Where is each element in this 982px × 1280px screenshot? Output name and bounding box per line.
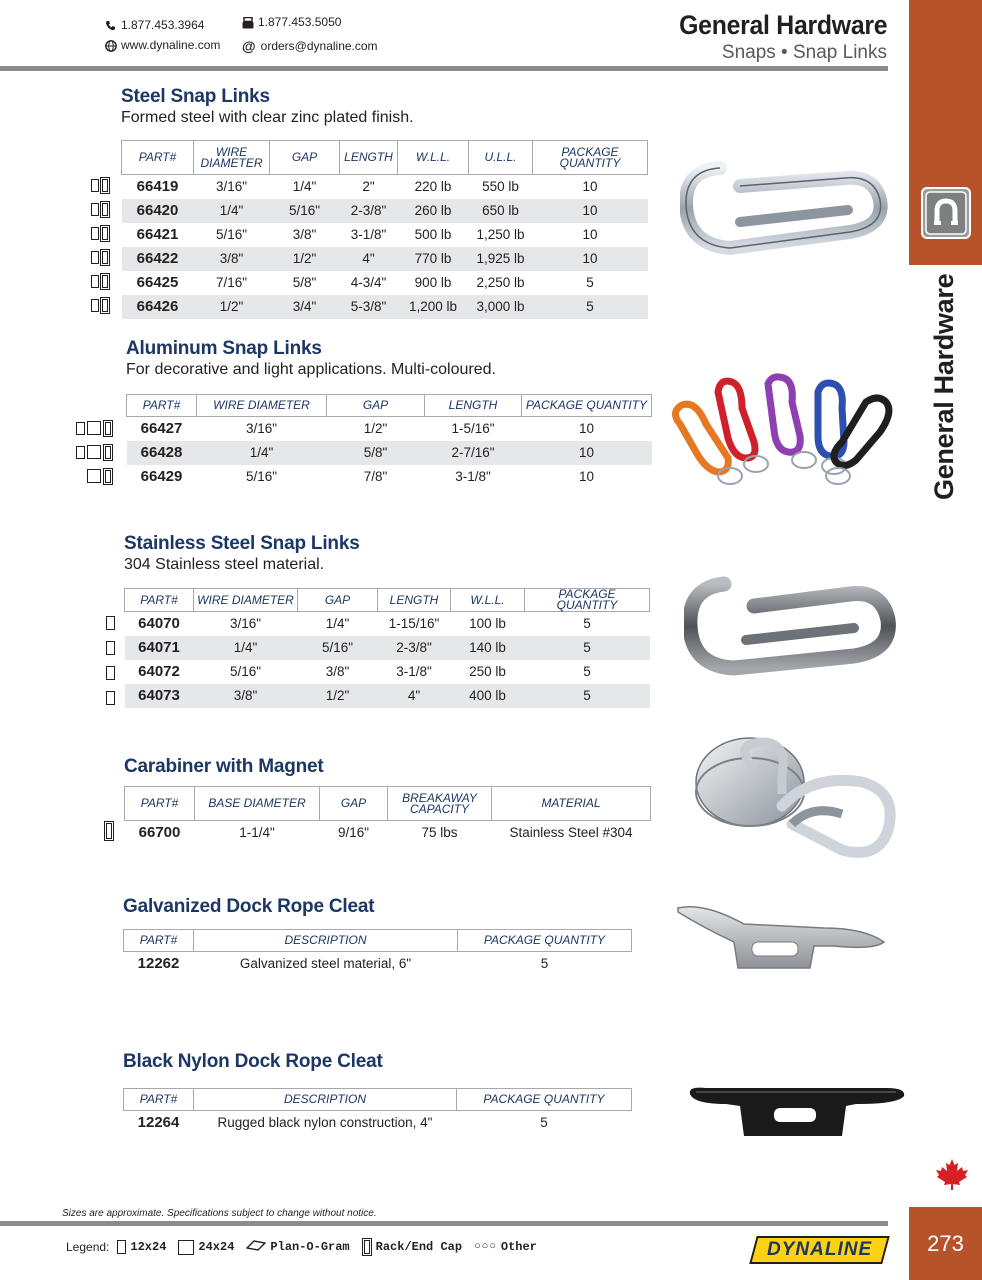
box-12x24-icon	[91, 227, 99, 240]
col-header: PART#	[124, 1089, 194, 1111]
table-cell: 5/16"	[215, 227, 248, 242]
table-cell: 100 lb	[469, 616, 506, 632]
rack-icon	[104, 821, 114, 841]
rack-icon	[103, 468, 113, 485]
col-header: PART#	[127, 395, 197, 417]
col-header: PACKAGE QUANTITY	[522, 395, 652, 417]
table-cell: 1,250 lb	[476, 227, 525, 242]
table-cell: 1-1/4"	[239, 825, 275, 841]
page-subtitle: Snaps • Snap Links	[721, 42, 887, 63]
table-cell: 75 lbs	[421, 825, 458, 841]
table-cell: 2"	[362, 179, 375, 195]
table-cell: 1/2"	[194, 295, 270, 319]
col-header: WIRE DIAMETER	[197, 395, 327, 417]
table-row	[122, 271, 648, 295]
table-cell: 1/2"	[363, 421, 388, 437]
col-header: PART#	[124, 930, 194, 952]
part-number-cell: 66420	[122, 199, 194, 223]
web-contact	[105, 38, 220, 52]
table-cell: 250 lb	[469, 664, 506, 679]
table-cell: 5/16"	[270, 199, 340, 223]
steel-section-desc: Formed steel with clear zinc plated finish.	[121, 109, 414, 126]
box-12x24-icon	[76, 422, 85, 435]
table-row	[122, 199, 648, 223]
steel-table	[121, 140, 648, 319]
col-header: W.L.L.	[451, 589, 525, 612]
planogram-icon	[246, 1239, 266, 1256]
aluminum-table	[126, 394, 652, 489]
table-cell: 10	[582, 227, 598, 242]
col-header: MATERIAL	[492, 787, 651, 821]
legend-item: 12x24	[130, 1240, 167, 1254]
phone-number[interactable]: 1.877.453.3964	[121, 18, 205, 32]
col-header: PACKAGE QUANTITY	[533, 141, 648, 175]
fine-print: Sizes are approximate. Specifications subject to change without notice.	[62, 1208, 377, 1219]
nylon-cleat-tbody	[124, 1111, 632, 1135]
table-cell: 3/4"	[270, 295, 340, 319]
aluminum-section-title: Aluminum Snap Links	[126, 338, 322, 359]
table-cell: 1-15/16"	[388, 616, 440, 632]
box-12x24-icon	[106, 666, 115, 680]
steel-section-title: Steel Snap Links	[121, 86, 270, 107]
globe-icon	[105, 40, 116, 51]
legend-mark-row	[91, 176, 110, 194]
table-cell: 400 lb	[451, 684, 525, 708]
col-header: BASE DIAMETER	[195, 787, 320, 821]
nylon-cleat-image	[686, 1080, 908, 1147]
phone-icon	[105, 20, 116, 31]
table-cell: 2,250 lb	[476, 275, 525, 290]
table-row	[127, 417, 652, 441]
phone-contact	[105, 18, 204, 32]
table-cell: 10	[533, 247, 648, 271]
box-24x24-icon	[87, 445, 101, 459]
other-dots-icon: ○○○	[474, 1241, 497, 1253]
fax-contact	[242, 15, 341, 29]
col-header: PACKAGE QUANTITY	[525, 589, 650, 612]
table-cell: 5	[533, 295, 648, 319]
table-cell: Rugged black nylon construction, 4"	[217, 1115, 433, 1131]
part-number-cell: 66421	[136, 226, 179, 243]
table-cell: 770 lb	[398, 247, 469, 271]
stainless-section-desc: 304 Stainless steel material.	[124, 556, 325, 573]
table-cell: 10	[578, 421, 595, 437]
table-cell: 3-1/8"	[396, 664, 432, 679]
table-cell: 900 lb	[414, 275, 452, 290]
col-header: GAP	[298, 589, 378, 612]
top-divider	[0, 66, 888, 71]
table-cell: 650 lb	[469, 199, 533, 223]
table-cell: 3/16"	[215, 179, 248, 195]
aluminum-snap-links-image	[668, 372, 900, 497]
box-12x24-icon	[106, 691, 115, 705]
box-12x24-icon	[91, 299, 99, 312]
table-cell: 2-3/8"	[340, 199, 398, 223]
table-cell: 3-1/8"	[455, 469, 491, 484]
table-cell: 10	[533, 199, 648, 223]
table-cell: 5-3/8"	[340, 295, 398, 319]
maple-leaf-icon	[935, 1157, 969, 1196]
fax-icon	[242, 17, 253, 28]
table-cell: 2-3/8"	[378, 636, 451, 660]
table-cell: 10	[582, 179, 598, 195]
table-row	[124, 952, 632, 976]
table-cell: 5	[525, 636, 650, 660]
carabiner-tbody	[125, 821, 651, 845]
aluminum-legend-marks	[76, 419, 113, 485]
table-cell: 1/2"	[270, 247, 340, 271]
table-cell: 5/16"	[298, 636, 378, 660]
legend-item: Rack/End Cap	[375, 1240, 463, 1254]
table-row	[125, 821, 651, 845]
legend-mark-row	[76, 443, 113, 461]
table-cell: 3/8"	[194, 684, 298, 708]
table-cell: 140 lb	[451, 636, 525, 660]
table-cell: 1/4"	[292, 179, 317, 195]
email-contact	[242, 38, 378, 54]
table-cell: 7/8"	[363, 469, 388, 484]
table-cell: 5	[525, 684, 650, 708]
galvanized-cleat-image	[674, 898, 888, 983]
part-number-cell: 64073	[125, 684, 194, 708]
table-cell: 5/8"	[292, 275, 317, 290]
magnet-category-icon	[921, 187, 971, 239]
galv-cleat-tbody	[124, 952, 632, 976]
box-24x24-icon	[87, 421, 101, 435]
table-cell: 5/16"	[245, 469, 278, 484]
table-row	[125, 684, 650, 708]
legend-title: Legend:	[66, 1240, 110, 1254]
col-header: PART#	[125, 787, 195, 821]
table-cell: 3/8"	[325, 664, 350, 679]
table-cell: 4"	[340, 247, 398, 271]
rack-icon	[100, 177, 110, 194]
table-cell: 5	[540, 956, 549, 972]
carabiner-magnet-image	[692, 734, 898, 869]
col-header: LENGTH	[340, 141, 398, 175]
table-cell: 3/16"	[245, 421, 278, 437]
at-icon: @	[242, 38, 256, 54]
col-header: GAP	[320, 787, 388, 821]
col-header: W.L.L.	[398, 141, 469, 175]
legend	[66, 1238, 537, 1256]
rack-icon	[100, 297, 110, 314]
stainless-snap-link-image	[684, 570, 898, 687]
legend-item: Plan-O-Gram	[270, 1240, 350, 1254]
table-cell: 2-7/16"	[425, 441, 522, 465]
table-cell: 1/4"	[194, 636, 298, 660]
table-cell: 1-5/16"	[451, 421, 495, 437]
box-12x24-icon	[106, 616, 115, 630]
page-title: General Hardware	[678, 10, 887, 40]
col-header: DESCRIPTION	[194, 1089, 457, 1111]
legend-item: 24x24	[198, 1240, 235, 1254]
table-cell: 9/16"	[337, 825, 370, 841]
table-cell: 3-1/8"	[350, 227, 387, 242]
page-number: 273	[909, 1207, 982, 1280]
table-row	[122, 175, 648, 199]
table-row	[124, 1111, 632, 1135]
col-header: U.L.L.	[469, 141, 533, 175]
box-12x24-icon	[91, 179, 99, 192]
part-number-cell: 64070	[138, 615, 180, 633]
col-header: PACKAGE QUANTITY	[457, 1089, 632, 1111]
aluminum-tbody	[127, 417, 652, 489]
legend-mark-row	[76, 419, 113, 437]
legend-item: Other	[500, 1240, 537, 1254]
legend-mark-row	[76, 467, 113, 485]
part-number-cell: 66422	[122, 247, 194, 271]
steel-tbody	[122, 175, 648, 319]
stainless-section-title: Stainless Steel Snap Links	[124, 533, 360, 554]
table-cell: 1,925 lb	[469, 247, 533, 271]
table-cell: 7/16"	[215, 275, 248, 290]
table-cell: 1/4"	[325, 616, 350, 632]
aluminum-section-desc: For decorative and light applications. Multi-coloured.	[126, 361, 496, 378]
col-header: PACKAGE QUANTITY	[458, 930, 632, 952]
legend-mark-row	[91, 248, 110, 266]
part-number-cell: 12264	[137, 1114, 180, 1132]
col-header: PART#	[125, 589, 194, 612]
table-row	[127, 465, 652, 489]
rack-icon	[362, 1238, 372, 1256]
carabiner-table	[124, 786, 651, 845]
legend-mark-row	[91, 296, 110, 314]
carabiner-legend-marks	[104, 821, 114, 846]
steel-legend-marks	[91, 176, 110, 314]
website-link[interactable]: www.dynaline.com	[121, 38, 221, 52]
part-number-cell: 66429	[140, 468, 183, 485]
rack-icon	[103, 420, 113, 437]
rack-icon	[100, 249, 110, 266]
box-24x24-icon	[178, 1240, 194, 1255]
legend-mark-row	[91, 224, 110, 242]
table-cell: 4"	[378, 684, 451, 708]
nylon-cleat-section-title: Black Nylon Dock Rope Cleat	[123, 1051, 383, 1072]
table-row	[122, 247, 648, 271]
rack-icon	[100, 273, 110, 290]
table-cell: 5	[540, 1115, 548, 1131]
col-header: WIRE DIAMETER	[194, 589, 298, 612]
col-header: PART#	[122, 141, 194, 175]
part-number-cell: 66426	[122, 295, 194, 319]
table-cell: 550 lb	[482, 179, 519, 195]
table-cell: 1/4"	[194, 199, 270, 223]
table-cell: 220 lb	[414, 179, 452, 195]
table-cell: 5/16"	[229, 664, 262, 679]
part-number-cell: 66427	[140, 420, 183, 438]
galv-cleat-section-title: Galvanized Dock Rope Cleat	[123, 896, 375, 917]
nylon-cleat-table	[123, 1088, 632, 1135]
table-cell: 3/8"	[292, 227, 317, 242]
table-cell: Galvanized steel material, 6"	[239, 956, 412, 972]
stainless-tbody	[125, 612, 650, 708]
table-cell: 260 lb	[398, 199, 469, 223]
box-12x24-icon	[91, 203, 99, 216]
part-number-cell: 66419	[136, 178, 179, 196]
fax-number[interactable]: 1.877.453.5050	[258, 15, 342, 29]
galv-cleat-table	[123, 929, 632, 976]
part-number-cell: 64071	[125, 636, 194, 660]
col-header: WIRE DIAMETER	[194, 141, 270, 175]
table-cell: 1/4"	[197, 441, 327, 465]
part-number-cell: 64072	[138, 663, 180, 680]
table-cell: 4-3/4"	[350, 275, 387, 290]
table-cell: 5/8"	[327, 441, 425, 465]
table-cell: 5	[583, 664, 591, 679]
sidebar-label: General Hardware	[929, 273, 959, 500]
col-header: DESCRIPTION	[194, 930, 458, 952]
table-cell: 10	[578, 469, 595, 484]
box-12x24-icon	[91, 251, 99, 264]
carabiner-section-title: Carabiner with Magnet	[124, 756, 324, 777]
table-cell: 3/16"	[229, 616, 262, 632]
table-row	[125, 612, 650, 636]
table-row	[122, 295, 648, 319]
rack-icon	[103, 444, 113, 461]
col-header: BREAKAWAY CAPACITY	[388, 787, 492, 821]
table-cell: 5	[586, 275, 594, 290]
part-number-cell: 66425	[136, 274, 179, 291]
box-12x24-icon	[117, 1240, 126, 1254]
table-cell: 3,000 lb	[469, 295, 533, 319]
col-header: LENGTH	[378, 589, 451, 612]
table-row	[122, 223, 648, 247]
dynaline-logo	[749, 1236, 890, 1264]
logo-text: DYNALINE	[766, 1239, 873, 1260]
rack-icon	[100, 201, 110, 218]
steel-snap-link-image	[680, 150, 890, 267]
table-cell: 10	[522, 441, 652, 465]
part-number-cell: 12262	[137, 955, 180, 973]
email-link[interactable]: orders@dynaline.com	[260, 39, 378, 53]
legend-mark-row	[91, 272, 110, 290]
part-number-cell: 66428	[127, 441, 197, 465]
box-24x24-icon	[87, 469, 101, 483]
box-12x24-icon	[76, 446, 85, 459]
legend-mark-row	[91, 200, 110, 218]
col-header: GAP	[327, 395, 425, 417]
stainless-table	[124, 588, 650, 708]
stainless-legend-marks	[106, 614, 115, 707]
rack-icon	[100, 225, 110, 242]
table-cell: 5	[583, 616, 591, 632]
table-row	[127, 441, 652, 465]
table-row	[125, 660, 650, 684]
part-number-cell: 66700	[138, 824, 181, 842]
box-12x24-icon	[106, 641, 115, 655]
col-header: LENGTH	[425, 395, 522, 417]
box-12x24-icon	[91, 275, 99, 288]
table-cell: Stainless Steel #304	[509, 825, 633, 841]
table-cell: 500 lb	[414, 227, 452, 242]
col-header: GAP	[270, 141, 340, 175]
bottom-divider	[0, 1221, 888, 1226]
table-cell: 3/8"	[194, 247, 270, 271]
table-row	[125, 636, 650, 660]
table-cell: 1/2"	[298, 684, 378, 708]
table-cell: 1,200 lb	[398, 295, 469, 319]
